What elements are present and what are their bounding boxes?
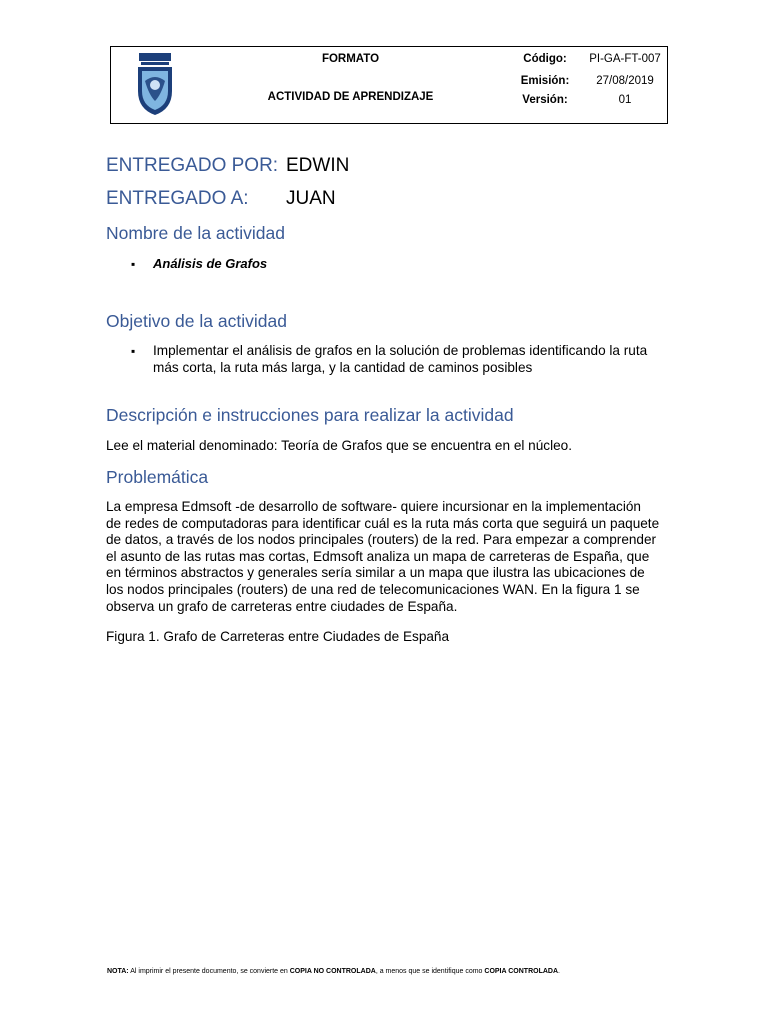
entregado-a-row <box>106 188 336 210</box>
footer-text-end: . <box>558 968 560 975</box>
problematica-line: de redes de computadoras para identificar cuál es la ruta más corta que seguirá un paquete <box>106 515 660 531</box>
footer-text-2: , a menos que se identifique como <box>375 968 485 975</box>
entregado-por-row <box>106 155 350 177</box>
politecnico-logo-icon <box>135 51 175 117</box>
footer-text-1: Al imprimir el presente documento, se convierte en <box>128 968 290 975</box>
version-label: Versión: <box>522 94 568 106</box>
emision-label: Emisión: <box>520 74 570 87</box>
bullet-icon: ▪ <box>131 344 136 358</box>
problematica-line: el asunto de las rutas mas cortas, Edmsoft analiza un mapa de carreteras de España, que <box>106 548 650 564</box>
header-table <box>110 46 668 124</box>
footer-nota-label: NOTA: <box>107 968 129 975</box>
figura-caption: Figura 1. Grafo de Carreteras entre Ciudades de España <box>106 629 450 644</box>
codigo-label: Código: <box>523 52 567 65</box>
codigo-value: PI-GA-FT-007 <box>589 52 661 65</box>
problematica-line: observa un grafo de carreteras entre ciudades de España. <box>106 598 458 614</box>
footer-note <box>107 968 560 975</box>
formato-label: FORMATO <box>321 52 380 65</box>
nombre-item: Análisis de Grafos <box>153 256 268 271</box>
entregado-por-value: EDWIN <box>286 155 350 176</box>
entregado-a-label: ENTREGADO A: <box>106 188 249 209</box>
document-title: ACTIVIDAD DE APRENDIZAJE <box>267 90 434 103</box>
footer-copia-no-controlada: COPIA NO CONTROLADA <box>289 968 376 975</box>
objetivo-line: más corta, la ruta más larga, y la cantidad de caminos posibles <box>153 359 533 375</box>
footer-copia-controlada: COPIA CONTROLADA <box>484 968 559 975</box>
objetivo-heading: Objetivo de la actividad <box>106 311 287 331</box>
problematica-line: La empresa Edmsoft -de desarrollo de software- quiere incursionar en la implementación <box>106 499 641 514</box>
emision-value: 27/08/2019 <box>596 74 654 87</box>
objetivo-line: Implementar el análisis de grafos en la solución de problemas identificando la ruta <box>153 343 648 358</box>
objetivo-text <box>153 343 667 376</box>
bullet-icon: ▪ <box>131 257 136 271</box>
logo-cell <box>111 47 194 123</box>
descripcion-heading: Descripción e instrucciones para realizar la actividad <box>106 405 514 425</box>
problematica-text <box>106 499 666 615</box>
problematica-line: de datos, a través de los nodos principales (routers) de la red. Para empezar a comprender <box>106 532 657 548</box>
descripcion-text: Lee el material denominado: Teoría de Grafos que se encuentra en el núcleo. <box>106 438 573 453</box>
problematica-line: los nodos principales (routers) de una red de telecomunicaciones WAN. En la figura 1 se <box>106 581 640 597</box>
version-value: 01 <box>618 94 632 106</box>
entregado-a-value: JUAN <box>286 188 336 209</box>
nombre-heading: Nombre de la actividad <box>106 223 285 243</box>
problematica-heading: Problemática <box>106 467 209 487</box>
problematica-line: en términos abstractos y generales sería similar a un mapa que ilustra las ubicaciones de <box>106 565 645 581</box>
entregado-por-label: ENTREGADO POR: <box>106 155 279 176</box>
